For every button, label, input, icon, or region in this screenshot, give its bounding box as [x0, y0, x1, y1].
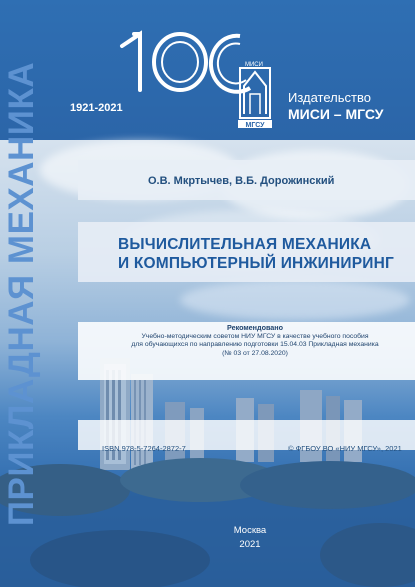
- book-title-line1: ВЫЧИСЛИТЕЛЬНАЯ МЕХАНИКА: [118, 236, 372, 253]
- recommendation-line0: Рекомендовано: [226, 323, 284, 332]
- publisher-name: [288, 90, 384, 122]
- imprint-year: 2021: [239, 539, 261, 550]
- recommendation-line1: Учебно-методическим советом НИУ МГСУ в качестве учебного пособия: [141, 332, 369, 340]
- spine-text: ПРИКЛАДНАЯ МЕХАНИКА: [2, 61, 41, 526]
- imprint: [230, 524, 270, 552]
- anniversary-years: 1921-2021: [70, 102, 123, 114]
- spine-title: [2, 0, 42, 587]
- recommendation-line2: для обучающихся по направлению подготовки 15.04.03 Прикладная механика: [131, 341, 379, 349]
- copyright: © ФГБОУ ВО «НИУ МГСУ», 2021: [288, 444, 402, 453]
- cloud: [180, 280, 410, 320]
- publisher-line1: Издательство: [288, 90, 371, 105]
- imprint-city: Москва: [233, 525, 267, 536]
- recommendation-text: [110, 324, 400, 359]
- publisher-line2: МИСИ – МГСУ: [288, 106, 384, 122]
- isbn: ISBN 978-5-7264-2872-7: [102, 444, 186, 453]
- logo-small-text: МИСИ: [245, 62, 263, 68]
- recommendation-line3: (№ 03 от 27.08.2020): [222, 350, 288, 358]
- logo-emblem-text: МГСУ: [245, 122, 265, 128]
- book-title-line2: И КОМПЬЮТЕРНЫЙ ИНЖИНИРИНГ: [118, 255, 394, 272]
- authors: О.В. Мкртычев, В.Б. Дорожинский: [148, 175, 335, 187]
